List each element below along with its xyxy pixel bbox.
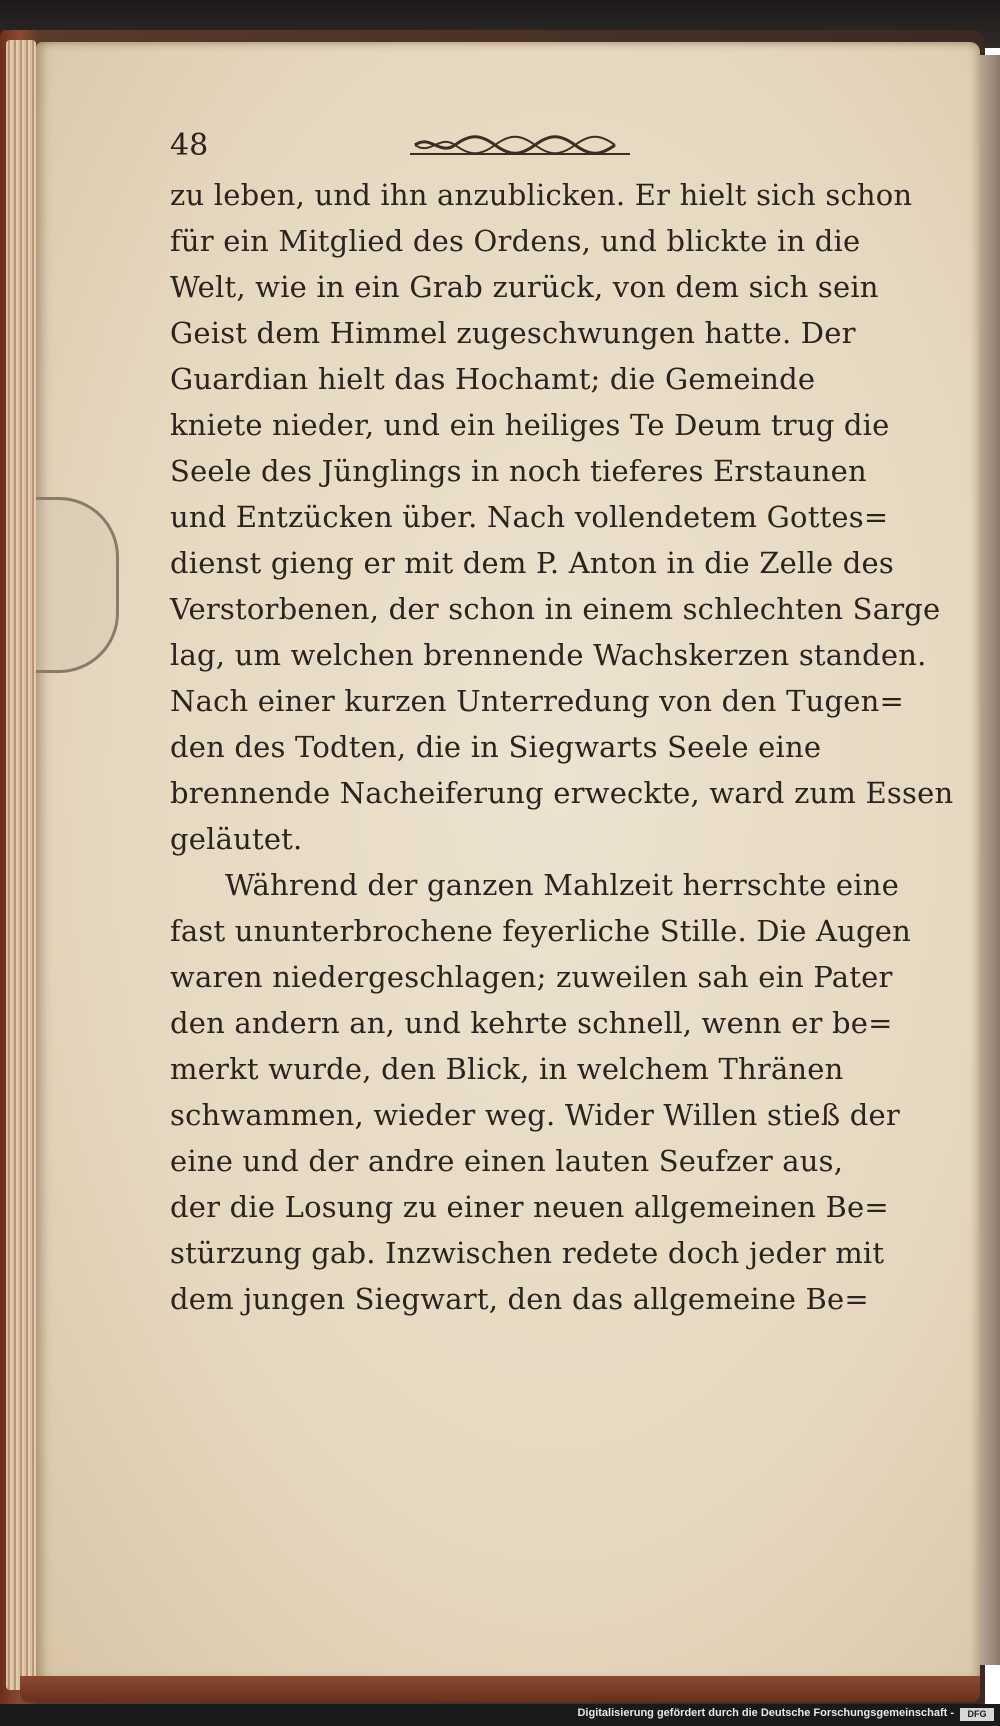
text-line: zu leben, und ihn anzublicken. Er hielt sich schon [170, 178, 913, 212]
text-line: Guardian hielt das Hochamt; die Gemeinde [170, 362, 816, 396]
page-tab-marker [36, 497, 119, 673]
text-line: Während der ganzen Mahlzeit herrschte eine [225, 868, 900, 902]
book-cover-bottom [20, 1676, 980, 1702]
text-line: und Entzücken über. Nach vollendetem Gottes= [170, 500, 889, 534]
text-line: dienst gieng er mit dem P. Anton in die Zelle des [170, 546, 894, 580]
text-line: lag, um welchen brennende Wachskerzen standen. [170, 638, 927, 672]
text-line: geläutet. [170, 822, 303, 856]
text-line: den des Todten, die in Siegwarts Seele eine [170, 730, 822, 764]
text-line: Verstorbenen, der schon in einem schlechten Sarge [170, 592, 941, 626]
footer-credit: Digitalisierung gefördert durch die Deutsche Forschungsgemeinschaft - [577, 1707, 954, 1719]
text-line: schwammen, wieder weg. Wider Willen stieß der [170, 1098, 900, 1132]
text-line: brennende Nacheiferung erweckte, ward zum Essen [170, 776, 954, 810]
text-line: fast ununterbrochene feyerliche Stille. Die Augen [170, 914, 912, 948]
text-line: für ein Mitglied des Ordens, und blickte in die [170, 224, 861, 258]
text-line: dem jungen Siegwart, den das allgemeine Be= [170, 1282, 869, 1316]
text-line: Nach einer kurzen Unterredung von den Tugen= [170, 684, 905, 718]
page-number: 48 [170, 128, 209, 163]
text-line: kniete nieder, und ein heiliges Te Deum trug die [170, 408, 890, 442]
text-line: stürzung gab. Inzwischen redete doch jeder mit [170, 1236, 885, 1270]
dfg-logo: DFG [960, 1708, 994, 1721]
page-edges-left [6, 40, 36, 1690]
text-line: den andern an, und kehrte schnell, wenn er be= [170, 1006, 893, 1040]
text-line: Seele des Jünglings in noch tieferes Erstaunen [170, 454, 867, 488]
text-line: Welt, wie in ein Grab zurück, von dem sich sein [170, 270, 879, 304]
ornament-divider [410, 132, 630, 158]
text-line: der die Losung zu einer neuen allgemeinen Be= [170, 1190, 889, 1224]
text-line: Geist dem Himmel zugeschwungen hatte. Der [170, 316, 856, 350]
text-line: waren niedergeschlagen; zuweilen sah ein Pater [170, 960, 893, 994]
text-line: eine und der andre einen lauten Seufzer aus, [170, 1144, 844, 1178]
text-line: merkt wurde, den Blick, in welchem Thränen [170, 1052, 844, 1086]
